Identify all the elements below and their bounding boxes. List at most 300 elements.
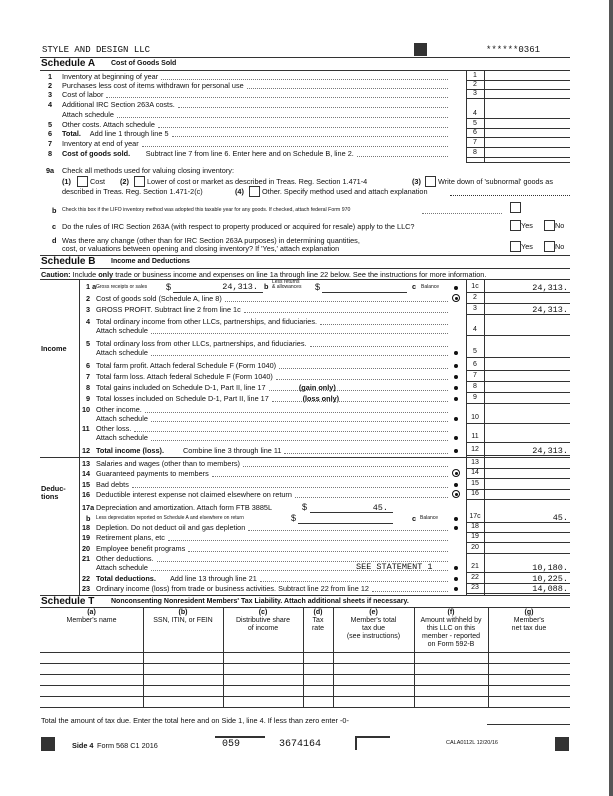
line-number: 12 (82, 446, 91, 455)
bullet-icon (454, 526, 458, 530)
bullet-icon (454, 577, 458, 581)
deductions-section-label: Deduc- (41, 484, 66, 493)
line-box-number: 13 (471, 459, 479, 466)
row-line (466, 381, 570, 382)
line-label-bold: Total income (loss). (96, 446, 164, 455)
section-263a-yes-checkbox[interactable] (510, 220, 521, 231)
line-amount[interactable]: 24,313. (532, 283, 568, 293)
yes-label: Yes (521, 221, 533, 230)
amount-field[interactable] (486, 459, 570, 468)
column-letter: (f) (447, 609, 455, 616)
row-line (466, 478, 570, 479)
line-9b-text: Check this box if the LIFO inventory method was adopted this taxable year for any goods. If checked, attach federal Form 970 (62, 207, 351, 213)
line-box-number: 1 (473, 72, 477, 79)
line-box-number: 1c (471, 283, 479, 290)
footer-code-1: 059 (222, 739, 241, 750)
company-name: STYLE AND DESIGN LLC (42, 45, 151, 55)
table-cell[interactable] (144, 697, 222, 706)
line-box-number: 15 (471, 480, 479, 487)
line-amount[interactable]: 24,313. (532, 446, 568, 456)
line-box-number: 12 (471, 446, 479, 453)
table-cell[interactable] (224, 697, 302, 706)
line-box-number: 10 (471, 414, 479, 421)
line-number: 9 (86, 394, 91, 403)
col-divider (484, 70, 485, 162)
line-1a-text: Gross receipts or sales (96, 284, 148, 290)
line-17c-text: Balance (420, 515, 439, 521)
column-letter: (b) (178, 609, 188, 616)
line-number: 6 (48, 129, 53, 138)
line-label-bold: Cost of goods sold. (62, 149, 131, 158)
line-box-number: 19 (471, 533, 479, 540)
line-box-number: 21 (471, 563, 479, 570)
table-cell[interactable] (304, 697, 332, 706)
line-box-number: 7 (473, 139, 477, 146)
line-label: Depletion. Do not deduct oil and gas depletion (96, 523, 246, 532)
row-line (466, 357, 570, 358)
table-cell[interactable] (415, 686, 487, 695)
line-number: 10 (82, 405, 91, 414)
amount-field[interactable] (486, 128, 570, 137)
bullet (454, 517, 458, 521)
table-cell[interactable] (41, 675, 142, 684)
line-number: 16 (82, 490, 91, 499)
line-number: 11 (82, 424, 90, 433)
section-263a-no-checkbox[interactable] (544, 220, 555, 231)
line-box-number: 5 (473, 348, 477, 355)
table-cell[interactable] (304, 653, 332, 662)
line-box-number: 11 (471, 433, 479, 440)
other-method-checkbox[interactable] (249, 186, 260, 197)
line-box-number: 6 (473, 129, 477, 136)
table-cell[interactable] (334, 653, 413, 662)
write-down-checkbox[interactable] (425, 176, 436, 187)
amount-field[interactable] (486, 109, 570, 118)
table-cell[interactable] (415, 675, 487, 684)
schedule-b-subtitle: Income and Deductions (111, 258, 190, 265)
table-cell[interactable] (304, 686, 332, 695)
line-label: Purchases less cost of items withdrawn for personal use (62, 81, 244, 90)
schedule-t-subtitle: Nonconsenting Nonresident Members' Tax Liability. Attach additional sheets if necessary. (111, 598, 409, 605)
caution-note (41, 270, 486, 279)
line-17a-value: 45. (372, 503, 388, 513)
line-1a-number: 1 a (86, 282, 97, 291)
leader-dots (225, 301, 448, 302)
amount-field[interactable] (486, 433, 570, 442)
row-line (466, 157, 570, 158)
amount-field[interactable] (486, 80, 570, 89)
schedule-a-subtitle: Cost of Goods Sold (111, 60, 177, 67)
line-number: 6 (86, 361, 91, 370)
amount-field[interactable] (486, 523, 570, 532)
table-row-line (40, 707, 570, 708)
table-cell[interactable] (144, 686, 222, 695)
line-label-bold: (loss only) (302, 394, 340, 403)
table-cell[interactable] (489, 697, 569, 706)
leader-dots (244, 312, 448, 313)
line-label: Ordinary income (loss) from trade or business activities. Subtract line 22 from line 12 (96, 584, 369, 593)
line-amount[interactable]: 24,313. (532, 305, 568, 315)
table-cell[interactable] (144, 664, 222, 673)
line-number: 4 (86, 317, 91, 326)
total-tax-due-text: Total the amount of tax due. Enter the total here and on Side 1, line 4. If less than zero enter -0- (41, 716, 349, 725)
row-line (466, 392, 570, 393)
line-1c-text: Balance (421, 284, 440, 290)
bullet-icon (454, 436, 458, 440)
line-1b-text-2: & allowances (272, 284, 302, 290)
line-box-number: 2 (473, 294, 477, 301)
leader-dots (151, 570, 448, 571)
line-number: 22 (82, 574, 91, 583)
line-label: Total gains included on Schedule D-1, Part II, line 17 (96, 383, 266, 392)
line-number: 2 (86, 294, 91, 303)
column-header: SSN, ITIN, or FEIN (153, 617, 213, 624)
leader-dots (151, 333, 448, 334)
line-9c-number: c (52, 222, 57, 231)
table-cell[interactable] (304, 664, 332, 673)
statement-reference[interactable]: SEE STATEMENT 1 (356, 562, 433, 572)
table-cell[interactable] (304, 675, 332, 684)
caution-only: only (98, 270, 114, 279)
ein: ******0361 (486, 45, 541, 55)
leader-dots (151, 355, 448, 356)
table-cell[interactable] (334, 664, 413, 673)
amount-field[interactable] (486, 383, 570, 392)
bullet-icon (454, 386, 458, 390)
column-header: (see instructions) (346, 633, 401, 640)
line-box-number: 8 (473, 149, 477, 156)
table-cell[interactable] (334, 675, 413, 684)
caution-label: Caution: (41, 270, 71, 279)
amount-field[interactable] (486, 469, 570, 478)
line-17a-text: Depreciation and amortization. Attach form FTB 3885L (96, 503, 273, 512)
line-box-number: 20 (471, 544, 479, 551)
table-cell[interactable] (489, 686, 569, 695)
caution-rest: trade or business income and expenses on line 1a through line 22 below. See the instructions for more information. (115, 270, 487, 279)
line-number: 8 (86, 383, 91, 392)
schedule-a-title: Schedule A (41, 58, 96, 69)
circle-bullet-icon (452, 490, 460, 498)
column-header: this LLC on this (426, 625, 476, 632)
write-down-label-2: described in Treas. Reg. Section 1.471-2(c) (62, 187, 203, 196)
line-9d-text-2: cost, or valuations between opening and closing inventory? If 'Yes,' attach explanation (62, 244, 340, 253)
footer-form: Form 568 C1 2016 (97, 741, 158, 750)
leader-dots (151, 440, 448, 441)
line-box-number: 18 (471, 523, 479, 530)
amount-field[interactable] (486, 533, 570, 542)
table-cell[interactable] (334, 686, 413, 695)
line-label-2: Attach schedule (96, 414, 148, 423)
line-label: Inventory at beginning of year (62, 72, 159, 81)
line-box-number: 4 (473, 326, 477, 333)
line-number: 2 (48, 81, 53, 90)
method-2-number: (2) (120, 177, 129, 186)
line-number: 19 (82, 533, 91, 542)
leader-dots (295, 497, 448, 498)
bullet-icon (454, 375, 458, 379)
line-1a-dollar: $ (166, 282, 172, 292)
table-cell[interactable] (224, 686, 302, 695)
line-label: Deductible interest expense not claimed elsewhere on return (96, 490, 292, 499)
amount-field[interactable] (486, 119, 570, 128)
table-cell[interactable] (144, 675, 222, 684)
amount-field[interactable] (486, 326, 570, 335)
row-line (466, 423, 570, 424)
leader-dots (320, 324, 448, 325)
line-label-bold: Total deductions. (96, 574, 156, 583)
line-number: 14 (82, 469, 91, 478)
line-box-number: 17c (469, 513, 481, 520)
line-label: GROSS PROFIT. Subtract line 2 from line 1c (96, 305, 241, 314)
line-label: Other costs. Attach schedule (62, 120, 155, 129)
leader-dots (243, 466, 448, 467)
leader-dots (357, 156, 448, 157)
registration-mark (414, 43, 427, 56)
line-label: Cost of labor (62, 90, 104, 99)
column-letter: (g) (524, 609, 534, 616)
leader-dots (142, 146, 448, 147)
lower-of-cost-label: Lower of cost or market as described in Treas. Reg. Section 1.471-4 (147, 177, 368, 186)
line-box-number: 14 (471, 469, 479, 476)
table-cell[interactable] (415, 653, 487, 662)
amount-field[interactable] (486, 372, 570, 381)
leader-dots (188, 551, 448, 552)
line-label: Total ordinary income from other LLCs, partnerships, and fiduciaries. (96, 317, 318, 326)
footer-code-2: 3674164 (279, 739, 322, 750)
column-header: Member's (513, 617, 545, 624)
line-number: 23 (82, 584, 91, 593)
amount-field[interactable] (486, 490, 570, 499)
row-line (466, 442, 570, 443)
table-cell[interactable] (41, 653, 142, 662)
line-label: Other deductions. (96, 554, 154, 563)
leader-dots (260, 581, 448, 582)
leader-dots (172, 136, 449, 137)
table-cell[interactable] (224, 664, 302, 673)
line-number: 8 (48, 149, 53, 158)
amount-field[interactable] (486, 138, 570, 147)
bullet-icon (454, 449, 458, 453)
line-number: 7 (86, 372, 91, 381)
amount-field[interactable] (486, 294, 570, 303)
line-9d-text: Was there any change (other than for IRC Section 263A purposes) in determining quantities, (62, 236, 360, 245)
line-1b-text: Less returns (272, 279, 300, 285)
method-4-number: (4) (235, 187, 244, 196)
line-label: Subtract line 7 from line 6. Enter here and on Schedule B, line 2. (145, 149, 354, 158)
leader-dots (248, 530, 448, 531)
line-label: Add line 1 through line 5 (89, 129, 169, 138)
leader-dots (247, 88, 448, 89)
line-label: Bad debts (96, 480, 129, 489)
line-box-number: 8 (473, 383, 477, 390)
line-1b-number: b (264, 282, 269, 291)
line-9a-number: 9a (46, 166, 55, 175)
line-box-number: 2 (473, 81, 477, 88)
inventory-change-yes-checkbox[interactable] (510, 241, 521, 252)
amount-field[interactable] (486, 480, 570, 489)
line-amount[interactable]: 10,180. (532, 563, 568, 573)
table-cell[interactable] (489, 653, 569, 662)
line-label: Retirement plans, etc (96, 533, 165, 542)
row-line (466, 370, 570, 371)
row-line (466, 98, 570, 99)
table-cell[interactable] (224, 675, 302, 684)
column-header: Tax (312, 617, 324, 624)
inventory-change-no-checkbox[interactable] (544, 241, 555, 252)
footer-side: Side 4 (72, 741, 94, 750)
line-label-bold: Total. (62, 129, 81, 138)
line-label-2: Attach schedule (96, 563, 148, 572)
leader-dots (178, 107, 448, 108)
column-letter: (d) (313, 609, 323, 616)
table-cell[interactable] (415, 697, 487, 706)
income-section-label: Income (41, 344, 67, 353)
row-line (466, 335, 570, 336)
column-header: net tax due (511, 625, 547, 632)
table-cell[interactable] (41, 686, 142, 695)
total-tax-due-field[interactable] (487, 724, 570, 725)
leader-dots (132, 487, 448, 488)
amount-field[interactable] (486, 71, 570, 80)
other-method-label: Other. Specify method used and attach explanation (262, 187, 428, 196)
line-box-number: 16 (471, 490, 479, 497)
leader-dots (106, 97, 448, 98)
line-label: Cost of goods sold (Schedule A, line 8) (96, 294, 222, 303)
table-cell[interactable] (144, 653, 222, 662)
line-label: Combine line 3 through line 11 (183, 446, 282, 455)
leader-dots (269, 390, 448, 391)
leader-dots (310, 346, 449, 347)
schedule-t-title: Schedule T (41, 596, 95, 607)
method-3-number: (3) (412, 177, 421, 186)
line-box-number: 7 (473, 372, 477, 379)
line-9d-number: d (52, 236, 57, 245)
line-label-2: Attach schedule (96, 326, 148, 335)
line-label: Total losses included on Schedule D-1, Part II, line 17 (96, 394, 269, 403)
lifo-checkbox[interactable] (510, 202, 521, 213)
line-box-number: 4 (473, 110, 477, 117)
line-number: 18 (82, 523, 91, 532)
line-label: Other loss. (96, 424, 132, 433)
line-label: Inventory at end of year (62, 139, 139, 148)
row-line (466, 303, 570, 304)
amount-field[interactable] (486, 148, 570, 157)
amount-field[interactable] (486, 348, 570, 357)
circle-bullet-icon (452, 469, 460, 477)
row-line (466, 499, 570, 500)
amount-field[interactable] (486, 414, 570, 423)
write-down-label: Write down of 'subnormal' goods as (438, 177, 554, 186)
line-box-number: 3 (473, 305, 477, 312)
bullet-icon (454, 364, 458, 368)
row-line (466, 542, 570, 543)
schedule-b-title: Schedule B (41, 256, 96, 267)
column-header: on Form 592-B (427, 641, 475, 648)
line-number: 15 (82, 480, 91, 489)
column-letter: (e) (369, 609, 378, 616)
amount-field[interactable] (486, 361, 570, 370)
line-number: 4 (48, 100, 53, 109)
bullet-icon (454, 417, 458, 421)
leader-dots (372, 591, 448, 592)
line-amount[interactable]: 10,225. (532, 574, 568, 584)
bullet (454, 286, 458, 290)
leader-dots (272, 401, 448, 402)
leader-dots (145, 412, 448, 413)
line-number: 13 (82, 459, 91, 468)
line-label: Guaranteed payments to members (96, 469, 209, 478)
table-cell[interactable] (224, 653, 302, 662)
cost-checkbox[interactable] (77, 176, 88, 187)
line-label: Salaries and wages (other than to members) (96, 459, 240, 468)
line-17a-dollar: $ (302, 502, 308, 512)
line-number: 1 (48, 72, 53, 81)
line-amount[interactable]: 14,088. (532, 584, 568, 594)
line-label-2: Attach schedule (62, 110, 114, 119)
leader-dots (157, 561, 448, 562)
caution-include: Include (72, 270, 97, 279)
line-9b-number: b (52, 206, 57, 215)
row-line (466, 553, 570, 554)
leader-dots (276, 379, 448, 380)
line-number: 21 (82, 554, 91, 563)
column-header: tax due (362, 625, 385, 632)
line-17c-number: c (412, 514, 417, 523)
amount-field[interactable] (486, 394, 570, 403)
leader-dots (212, 476, 448, 477)
line-amount[interactable]: 45. (552, 513, 568, 523)
bullet-icon (454, 397, 458, 401)
table-cell[interactable] (41, 664, 142, 673)
table-cell[interactable] (489, 675, 569, 684)
bullet-icon (454, 587, 458, 591)
table-cell[interactable] (41, 697, 142, 706)
table-cell[interactable] (334, 697, 413, 706)
line-label-2: Attach schedule (96, 433, 148, 442)
leader-dots (168, 540, 448, 541)
line-1a-value: 24,313. (222, 282, 258, 292)
table-cell[interactable] (489, 664, 569, 673)
line-box-number: 6 (473, 361, 477, 368)
lower-of-cost-checkbox[interactable] (134, 176, 145, 187)
line-1c-number: c (412, 282, 417, 291)
col-divider (484, 279, 485, 595)
line-label: Total farm profit. Attach federal Schedule F (Form 1040) (96, 361, 277, 370)
line-number: 20 (82, 544, 91, 553)
line-17a-number: 17a (82, 503, 95, 512)
bullet-icon (454, 351, 458, 355)
amount-field[interactable] (486, 89, 570, 98)
line-label: Additional IRC Section 263A costs. (62, 100, 175, 109)
table-cell[interactable] (415, 664, 487, 673)
column-header: Member's total (350, 617, 397, 624)
line-label: Total ordinary loss from other LLCs, partnerships, and fiduciaries. (96, 339, 307, 348)
line-label: Employee benefit programs (96, 544, 186, 553)
registration-mark-right (555, 737, 569, 751)
line-label: Add line 13 through line 21 (169, 574, 257, 583)
line-box-number: 22 (471, 574, 479, 581)
row-line (466, 403, 570, 404)
leader-dots (279, 368, 448, 369)
yes-label-2: Yes (521, 242, 533, 251)
leader-dots (161, 79, 448, 80)
line-number: 5 (48, 120, 53, 129)
line-box-number: 3 (473, 90, 477, 97)
amount-field[interactable] (486, 544, 570, 553)
no-label: No (555, 221, 565, 230)
column-header: rate (311, 625, 325, 632)
circle-bullet-icon (452, 294, 460, 302)
